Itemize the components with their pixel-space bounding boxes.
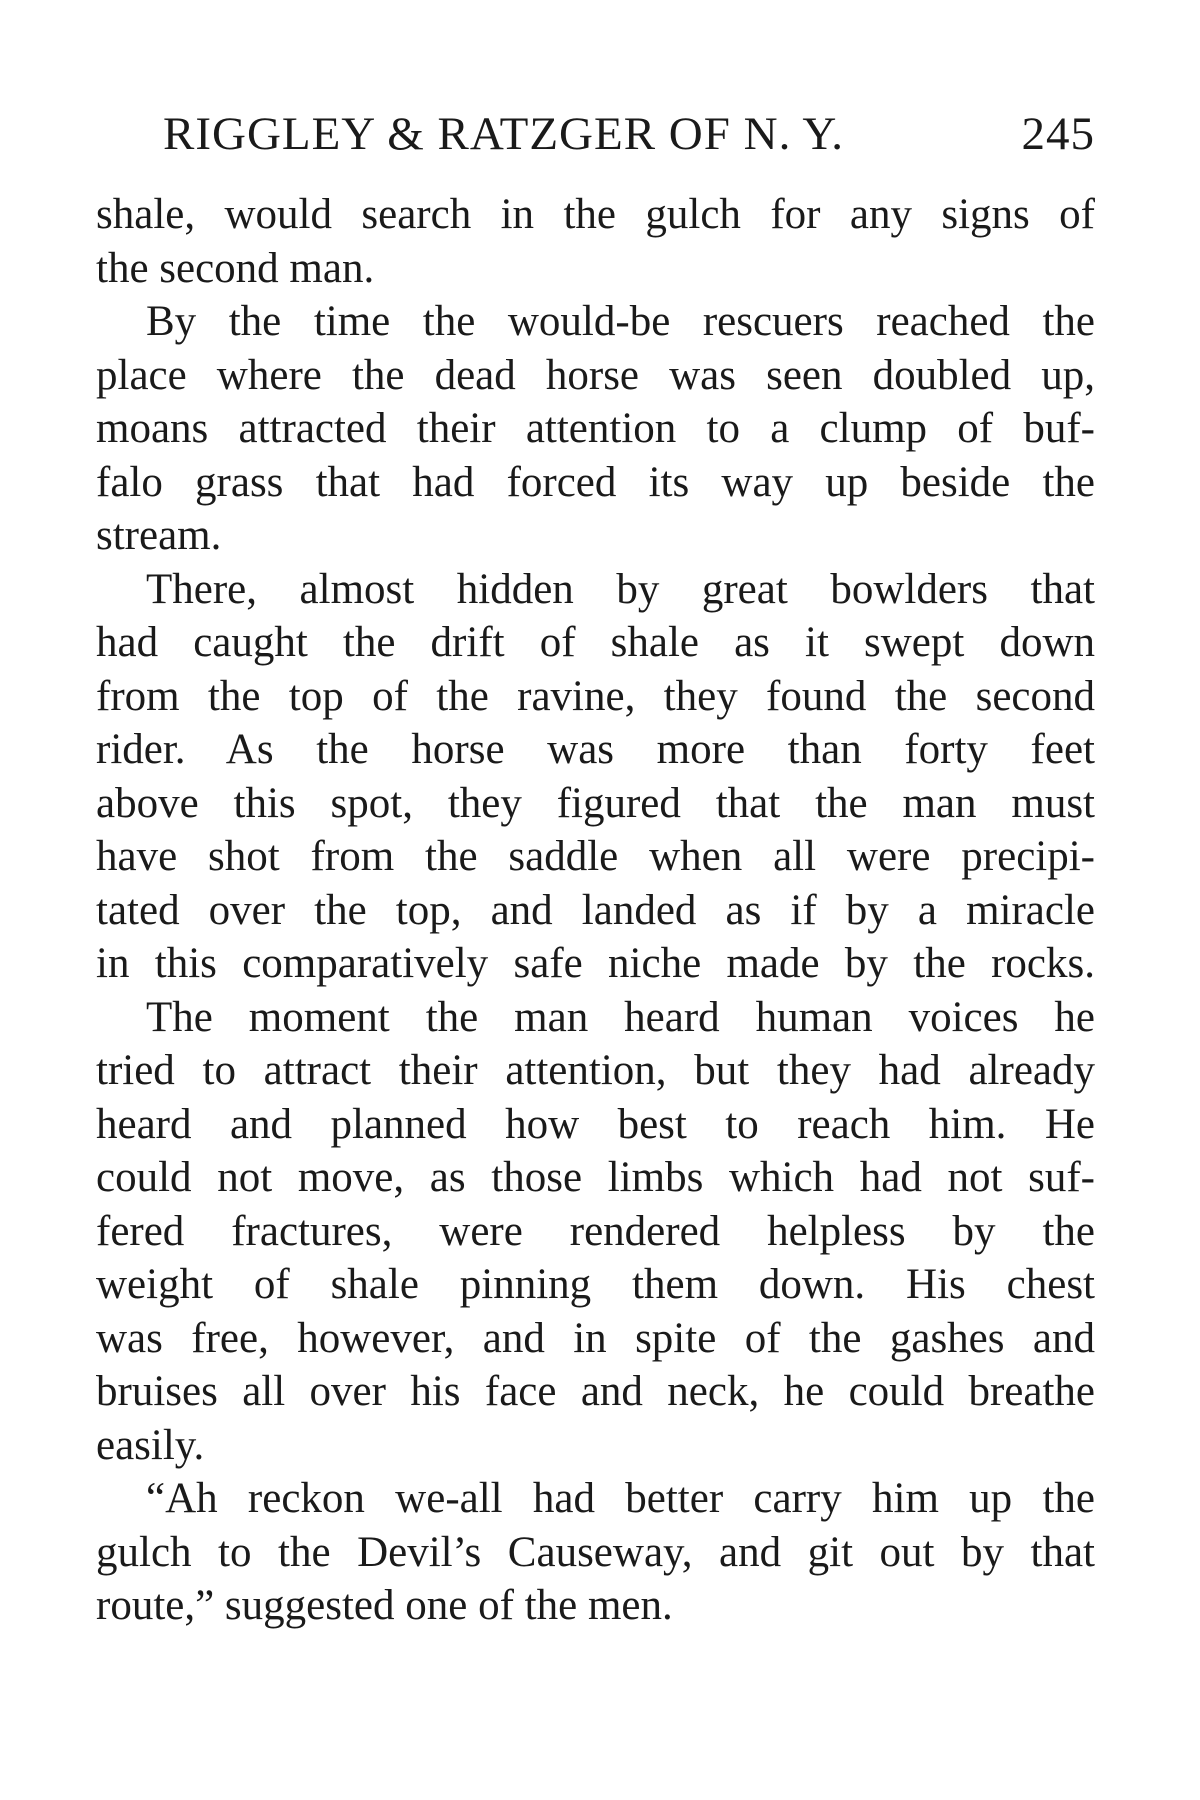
running-title: RIGGLEY & RATZGER OF N. Y. <box>163 108 844 160</box>
running-head <box>163 104 1095 164</box>
text-line: tried to attract their attention, but they had already <box>96 1047 1095 1094</box>
text-line: rider. As the horse was more than forty feet <box>96 726 1095 773</box>
text-line: above this spot, they figured that the man must <box>96 779 1095 827</box>
body-text <box>96 188 1095 1633</box>
text-line: bruises all over his face and neck, he could breathe <box>96 1368 1095 1415</box>
text-line: was free, however, and in spite of the gashes and <box>96 1314 1095 1362</box>
text-line: stream. <box>96 512 222 559</box>
text-line: route,” suggested one of the men. <box>96 1582 673 1629</box>
text-line: tated over the top, and landed as if by a miracle <box>96 886 1095 934</box>
text-line: in this comparatively safe niche made by the rocks. <box>96 940 1095 987</box>
text-line: the second man. <box>96 244 375 292</box>
text-line: By the time the would-be rescuers reached the <box>146 298 1095 345</box>
text-line: easily. <box>96 1421 205 1469</box>
text-line: shale, would search in the gulch for any signs of <box>96 191 1095 238</box>
text-line: fered fractures, were rendered helpless by the <box>96 1207 1095 1255</box>
text-line: could not move, as those limbs which had not suf- <box>96 1154 1095 1201</box>
text-line: weight of shale pinning them down. His chest <box>96 1261 1095 1308</box>
text-line: heard and planned how best to reach him. He <box>96 1100 1095 1148</box>
text-line: “Ah reckon we-all had better carry him up the <box>146 1475 1095 1522</box>
page-number: 245 <box>1021 108 1095 160</box>
text-line: had caught the drift of shale as it swept down <box>96 619 1095 666</box>
text-line: There, almost hidden by great bowlders that <box>146 565 1095 613</box>
text-line: gulch to the Devil’s Causeway, and git out by that <box>96 1528 1095 1576</box>
text-line: from the top of the ravine, they found the second <box>96 672 1095 720</box>
text-line: have shot from the saddle when all were precipi- <box>96 833 1095 880</box>
text-line: The moment the man heard human voices he <box>146 993 1095 1041</box>
text-line: moans attracted their attention to a clump of buf- <box>96 405 1095 452</box>
text-line: place where the dead horse was seen doubled up, <box>96 351 1095 399</box>
text-line: falo grass that had forced its way up beside the <box>96 458 1095 506</box>
